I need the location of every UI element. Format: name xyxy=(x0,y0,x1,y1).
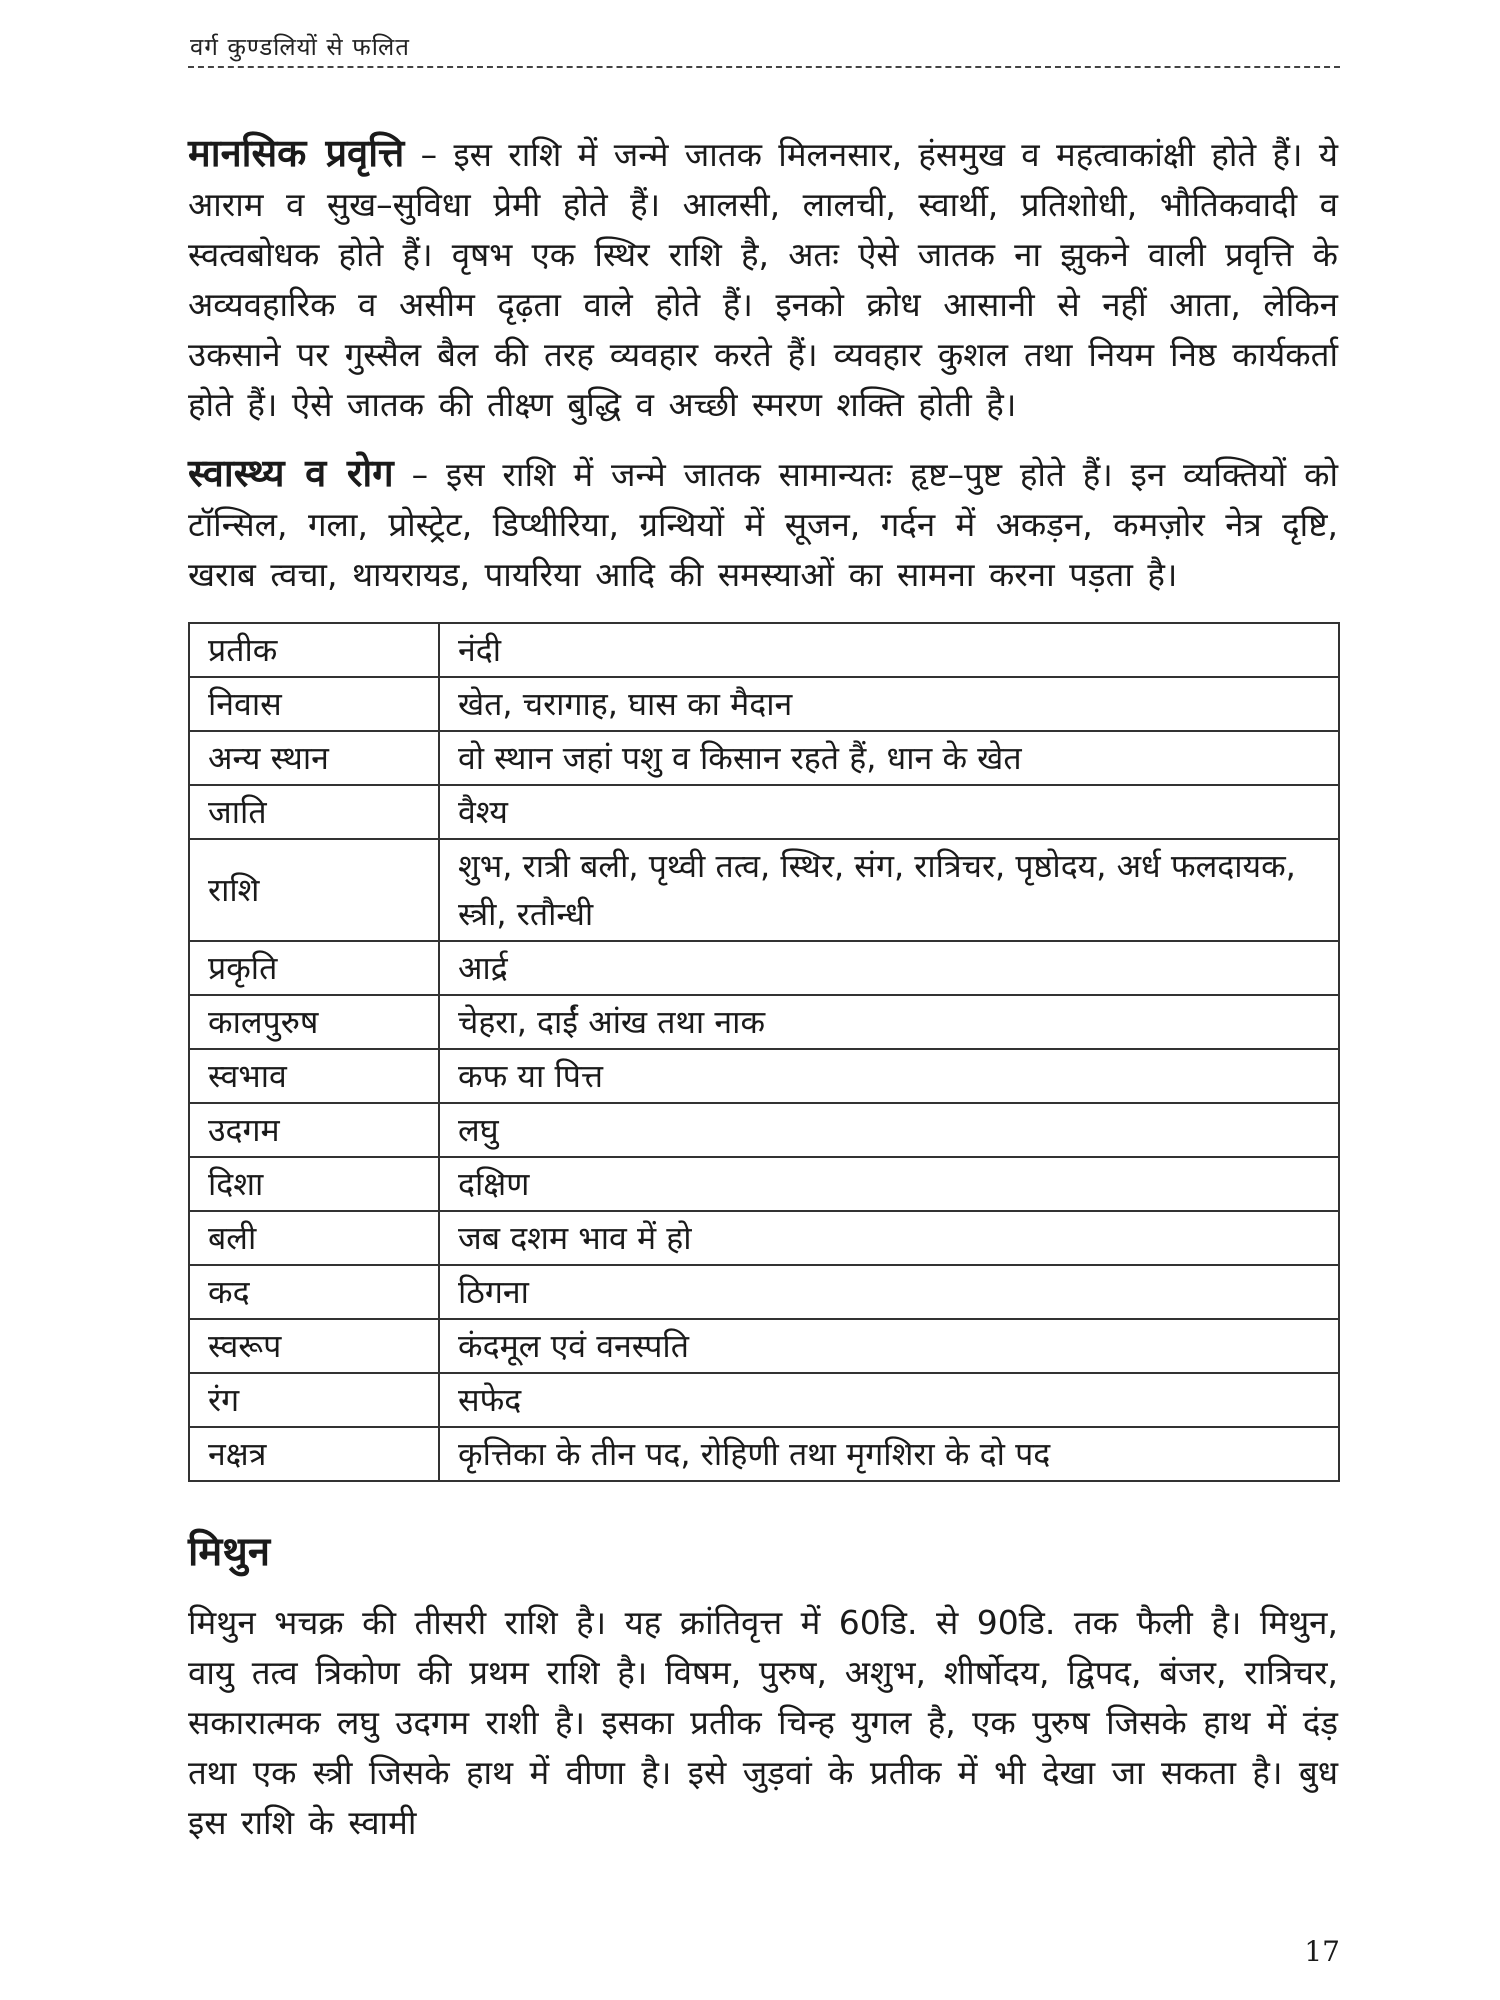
table-row xyxy=(189,1211,1339,1265)
row-label: नक्षत्र xyxy=(189,1427,439,1481)
mental-tendency-text: – इस राशि में जन्मे जातक मिलनसार, हंसमुख व महत्वाकांक्षी होते हैं। ये आराम व सुख–सुविधा प्रेमी होते हैं। आलसी, लालची, स्वार्थी, प्रतिशोधी, भौतिकवादी व स्वत्वबोधक होते हैं। वृषभ एक स्थिर राशि है, अतः ऐसे जातक ना झुकने वाली प्रवृत्ति के अव्यवहारिक व असीम दृढ़ता वाले होते हैं। इनको क्रोध आसानी से नहीं आता, लेकिन उकसाने पर गुस्सैल बैल की तरह व्यवहार करते हैं। व्यवहार कुशल तथा नियम निष्ठ कार्यकर्ता होते हैं। ऐसे जातक की तीक्ष्ण बुद्धि व अच्छी स्मरण शक्ति होती है। xyxy=(188,135,1339,424)
row-label: दिशा xyxy=(189,1157,439,1211)
row-value: कफ या पित्त xyxy=(439,1049,1339,1103)
row-value: नंदी xyxy=(439,623,1339,677)
row-value: जब दशम भाव में हो xyxy=(439,1211,1339,1265)
table-row xyxy=(189,1157,1339,1211)
table-row xyxy=(189,1103,1339,1157)
table-row xyxy=(189,623,1339,677)
running-header: वर्ग कुण्डलियों से फलित xyxy=(190,33,410,61)
row-label: स्वरूप xyxy=(189,1319,439,1373)
table-row xyxy=(189,1265,1339,1319)
row-value: कंदमूल एवं वनस्पति xyxy=(439,1319,1339,1373)
row-value: वो स्थान जहां पशु व किसान रहते हैं, धान के खेत xyxy=(439,731,1339,785)
row-label: कद xyxy=(189,1265,439,1319)
row-value: कृत्तिका के तीन पद, रोहिणी तथा मृगशिरा के दो पद xyxy=(439,1427,1339,1481)
row-label: राशि xyxy=(189,839,439,941)
health-text: – इस राशि में जन्मे जातक सामान्यतः हृष्ट–पुष्ट होते हैं। इन व्यक्तियों को टॉन्सिल, गला, प्रोस्ट्रेट, डिप्थीरिया, ग्रन्थियों में सूजन, गर्दन में अकड़न, कमज़ोर नेत्र दृष्टि, खराब त्वचा, थायरायड, पायरिया आदि की समस्याओं का सामना करना पड़ता है। xyxy=(188,455,1338,594)
page-body xyxy=(188,128,1338,1866)
row-value: सफेद xyxy=(439,1373,1339,1427)
mental-tendency-paragraph xyxy=(188,128,1338,430)
row-label: कालपुरुष xyxy=(189,995,439,1049)
table-row xyxy=(189,1319,1339,1373)
row-value: ठिगना xyxy=(439,1265,1339,1319)
table-row xyxy=(189,941,1339,995)
table-row xyxy=(189,785,1339,839)
sign-properties-table xyxy=(188,622,1340,1482)
table-row xyxy=(189,1373,1339,1427)
row-value: लघु xyxy=(439,1103,1339,1157)
row-label: प्रतीक xyxy=(189,623,439,677)
row-value: वैश्य xyxy=(439,785,1339,839)
row-value: खेत, चरागाह, घास का मैदान xyxy=(439,677,1339,731)
row-value: शुभ, रात्री बली, पृथ्वी तत्व, स्थिर, संग, रात्रिचर, पृष्ठोदय, अर्ध फलदायक, स्त्री, रतौन्धी xyxy=(439,839,1339,941)
row-label: जाति xyxy=(189,785,439,839)
table-row xyxy=(189,995,1339,1049)
health-paragraph xyxy=(188,448,1338,600)
row-value: आर्द्र xyxy=(439,941,1339,995)
row-label: अन्य स्थान xyxy=(189,731,439,785)
mithun-paragraph: मिथुन भचक्र की तीसरी राशि है। यह क्रांतिवृत्त में 60डि. से 90डि. तक फैली है। मिथुन, वायु तत्व त्रिकोण की प्रथम राशि है। विषम, पुरुष, अशुभ, शीर्षोदय, द्विपद, बंजर, रात्रिचर, सकारात्मक लघु उदगम राशी है। इसका प्रतीक चिन्ह युगल है, एक पुरुष जिसके हाथ में दंड़ तथा एक स्त्री जिसके हाथ में वीणा है। इसे जुड़वां के प्रतीक में भी देखा जा सकता है। बुध इस राशि के स्वामी xyxy=(188,1603,1338,1842)
row-value: चेहरा, दाईं आंख तथा नाक xyxy=(439,995,1339,1049)
row-label: निवास xyxy=(189,677,439,731)
table-row xyxy=(189,1049,1339,1103)
mithun-section-title: मिथुन xyxy=(188,1529,271,1575)
row-value: दक्षिण xyxy=(439,1157,1339,1211)
mental-tendency-heading: मानसिक प्रवृत्ति xyxy=(188,131,405,175)
health-heading: स्वास्थ्य व रोग xyxy=(188,451,394,495)
page-number: 17 xyxy=(1304,1935,1340,1968)
row-label: बली xyxy=(189,1211,439,1265)
header-divider xyxy=(188,66,1340,68)
row-label: प्रकृति xyxy=(189,941,439,995)
row-label: उदगम xyxy=(189,1103,439,1157)
row-label: रंग xyxy=(189,1373,439,1427)
table-row xyxy=(189,677,1339,731)
table-row xyxy=(189,731,1339,785)
table-row xyxy=(189,1427,1339,1481)
row-label: स्वभाव xyxy=(189,1049,439,1103)
table-row xyxy=(189,839,1339,941)
